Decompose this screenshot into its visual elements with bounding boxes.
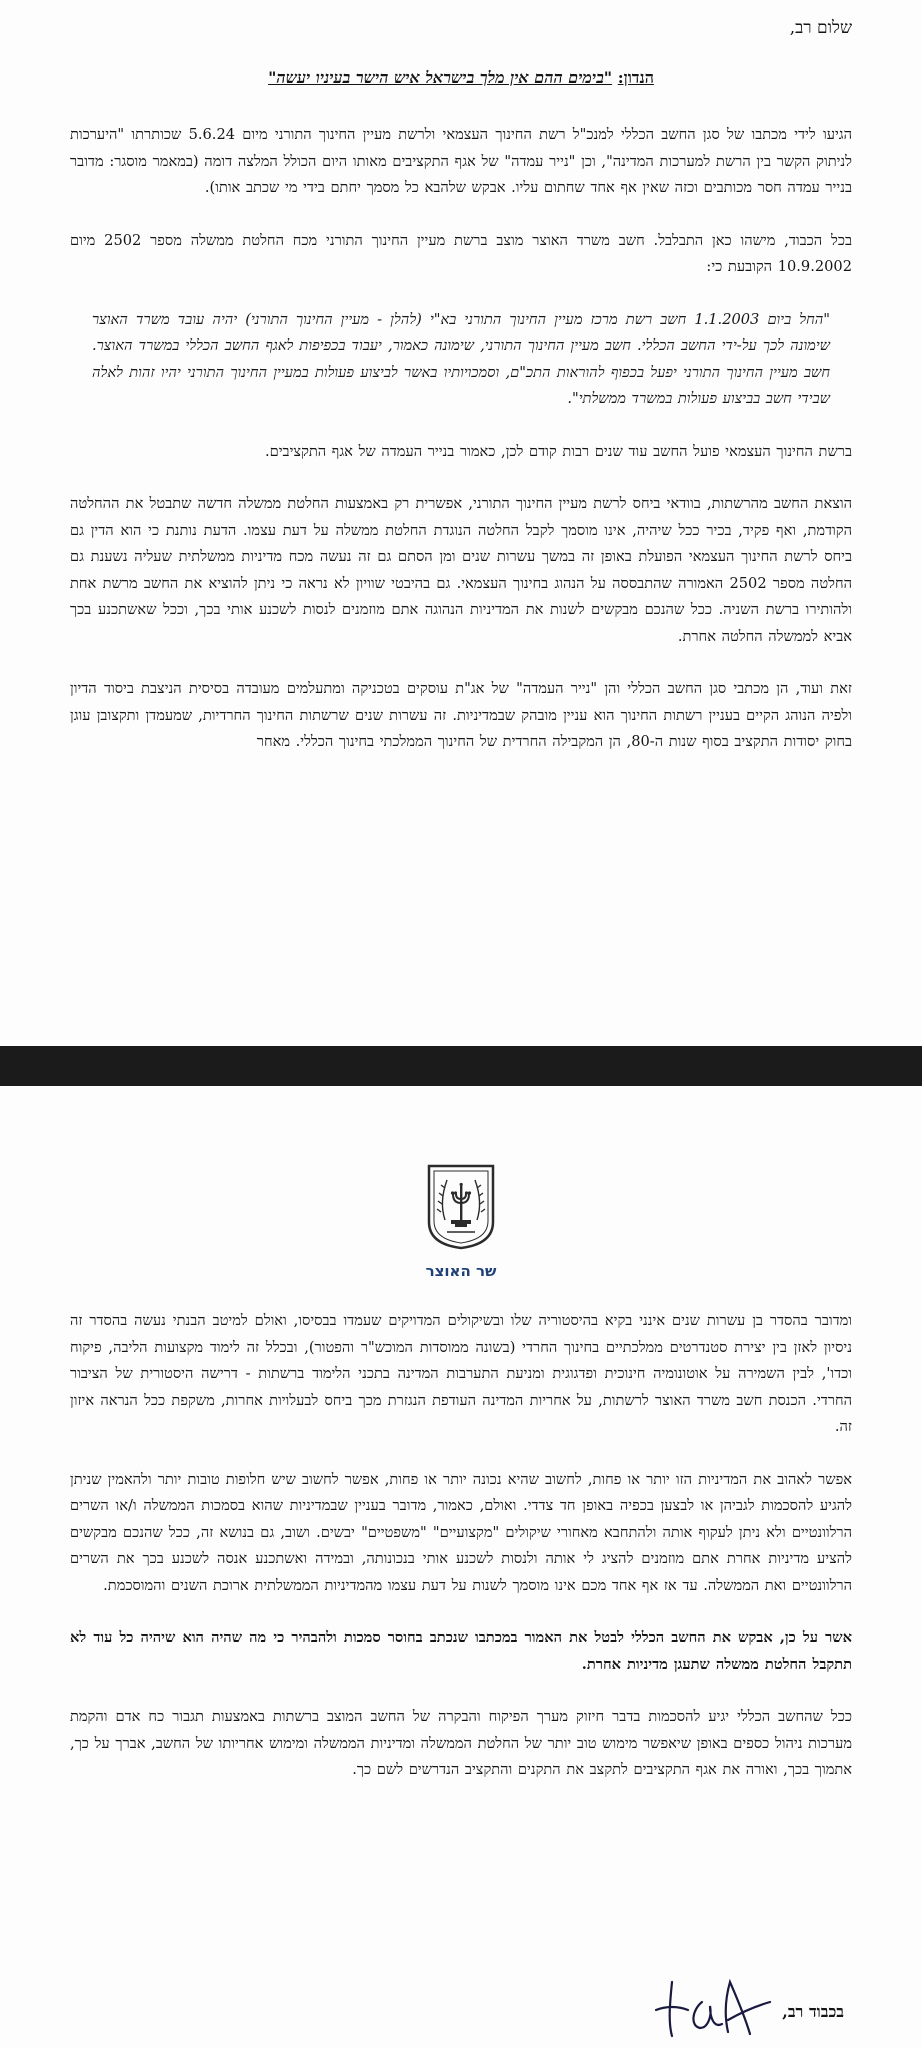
emblem-container	[0, 1162, 922, 1254]
paragraph-2: בכל הכבוד, מישהו כאן התבלבל. חשב משרד האוצר מוצב ברשת מעיין החינוך התורני מכח החלטת ממשלה מספר 2502 מיום 10.9.2002 הקובעת כי:	[70, 231, 852, 275]
closing-line: בכבוד רב,	[782, 2002, 844, 2021]
paragraph-1: הגיעו לידי מכתבו של סגן החשב הכללי למנכ"ל רשת החינוך העצמאי ולרשת מעיין החינוך התורני מיום 5.6.24 שכותרתו "היערכות לניתוק הקשר בין הרשת למערכות המדינה", וכן "נייר עמדה" של אגף התקציבים מאותו היום הכולל המלצה דומה (במאמר מוסגר: מדובר בנייר עמדה חסר מכותבים וכזה שאין אף אחד שחתום עליו. אבקש שלהבא כל מסמך יחתם בידי מי שכתב אותו).	[70, 126, 853, 196]
paragraph-7: אפשר לאהוב את המדיניות הזו יותר או פחות, לחשוב שהיא נכונה יותר או פחות, אפשר לחשוב שיש חלופות טובות יותר ולהאמין שניתן להגיע להסכמות לגביהן או לבצען בכפיה באופן חד צדדי. ואולם, כאמור, מדובר בעניין שבמדיניות שהוא בסמכות הממשלה ו/או השרים הרלוונטיים ולא ניתן לעקוף אותה ולהתחבא מאחורי שיקולים "מקצועיים" "משפטיים" יבשים. ושוב, גם בנושא זה, ככל שהנכם מבקשים להציע מדיניות אחרת אתם מוזמנים להציג לי אותה ולנסות לשכנע אותי בנכונותה, ובמידה ואשתכנע אנסה לשכנע בכך את השרים הרלוונטיים ואת הממשלה. עד אז אף אחד מכם אינו מוסמך לשנות על דעת עצמו מהמדיניות הממשלתית ארוכת השנים והמוסכמת.	[70, 1470, 852, 1594]
page-1-body	[70, 18, 852, 782]
paragraph-3: ברשת החינוך העצמאי פועל החשב עוד שנים רבות קודם לכן, כאמור בנייר העמדה של אגף התקציבים.	[264, 442, 852, 460]
paragraph-request: אשר על כן, אבקש את החשב הכללי לבטל את האמור במכתבו שנכתב בחוסר סמכות ולהבהיר כי מה שהיה הוא שיהיה כל עוד לא תתקבל החלטת ממשלה שתעגן מדיניות אחרת.	[70, 1629, 852, 1673]
subject-label: הנדון:	[617, 68, 654, 87]
state-emblem-icon	[425, 1162, 497, 1250]
paragraph-5: זאת ועוד, הן מכתבי סגן החשב הכללי והן "נייר העמדה" של אג"ת עוסקים בטכניקה ומתעלמים מעובדה בסיסית הניצבת ביסוד הדיון ולפיה הנוהג הקיים בעניין רשתות החינוך הוא עניין מובהק שבמדיניות. זה עשרות שנים שרשתות החינוך החרדיות, שמעמדן ותקצובן עוגן בחוק יסודות התקציב בסוף שנות ה-80, הן המקבילה החרדית של החינוך הממלכתי בחינוך הכללי. מאחר	[70, 680, 852, 750]
handwritten-signature	[632, 1962, 782, 2042]
greeting: שלום רב,	[789, 18, 852, 38]
office-title: שר האוצר	[425, 1262, 497, 1280]
subject-line	[70, 68, 852, 88]
page-divider	[0, 1046, 922, 1086]
paragraph-6: ומדובר בהסדר בן עשרות שנים אינני בקיא בהיסטוריה שלו ובשיקולים המדויקים שעמדו בבסיסו, ואולם למיטב הבנתי נעשה בהסדר זה ניסיון לאזן בין יצירת סטנדרטים ממלכתיים בחינוך החרדי (בשונה ממוסדות המוכש"ר והפטור), ובכלל זה לימוד מקצועות הליבה, פיקוח וכדו', לבין השמירה על אוטונומיה חינוכית ופדגוגית ומניעת התערבות המדינה בתכני הלימוד ברשתות - דרישה היסטורית של הציבור החרדי. הכנסת חשב משרד האוצר לרשתות, על אחריות המדינה העודפת הנגזרת מכך ביחס לבעלויות אחרות, משקפת ככל הנראה איזון זה.	[70, 1312, 852, 1435]
page-2-body	[70, 1308, 852, 1810]
quoted-decision: "החל ביום 1.1.2003 חשב רשת מרכז מעיין החינוך התורני בא"י (להלן - מעיין החינוך התורני) יהיה עובד משרד האוצר שימונה לכך על-ידי החשב הכללי. חשב מעיין החינוך התורני, שימונה כאמור, יעבוד בכפיפות לאגף החשב הכללי במשרד האוצר. חשב מעיין החינוך התורני יפעל בכפוף להוראות התכ"ם, וסמכויותיו באשר לביצוע פעולות במעיין החינוך התורני יהיו זהות לאלה שבידי חשב בביצוע פעולות במשרד ממשלתי".	[92, 310, 830, 407]
subject-text: "בימים ההם אין מלך בישראל איש הישר בעיניו יעשה"	[268, 68, 613, 87]
letter-page-2	[0, 1086, 922, 2048]
paragraph-4: הוצאת החשב מהרשתות, בוודאי ביחס לרשת מעיין החינוך התורני, אפשרית רק באמצעות החלטת ממשלה חדשה שתבטל את ההחלטה הקודמת, ואף פקיד, בכיר ככל שיהיה, אינו מוסמך לקבל החלטה הנוגדת החלטת ממשלה על דעת עצמו. הדעת נותנת כי הוא הדין גם ביחס לרשת החינוך העצמאי הפועלת באופן זה במשך עשרות שנים ומן הסתם גם זה נעשה מכח מדיניות ממשלתית שעליה נשענת גם החלטה מספר 2502 האמורה שהתבססה על הנהוג בחינוך העצמאי. גם בהיבטי שוויון לא נראה כי ניתן להוציא את החשב מרשת אחת ולהותירו ברשת השניה. ככל שהנכם מבקשים לשנות את המדיניות הנהוגה אתם מוזמנים לנסות לשכנע אותי בכך, וככל שאשתכנע בכך אביא לממשלה החלטה אחרת.	[70, 495, 852, 645]
paragraph-8: ככל שהחשב הכללי יגיע להסכמות בדבר חיזוק מערך הפיקוח והבקרה של החשב המוצב ברשתות באמצעות תגבור כח אדם והקמת מערכות ניהול כספים באופן שיאפשר מימוש טוב יותר של החלטת הממשלה ומדיניות הממשלה ומימוש אחריותו של החשב, אברך על כך, אתמוך בכך, ואורה את אגף התקציבים לתקצב את התקנים והתקציב הנדרשים לשם כך.	[70, 1708, 852, 1778]
